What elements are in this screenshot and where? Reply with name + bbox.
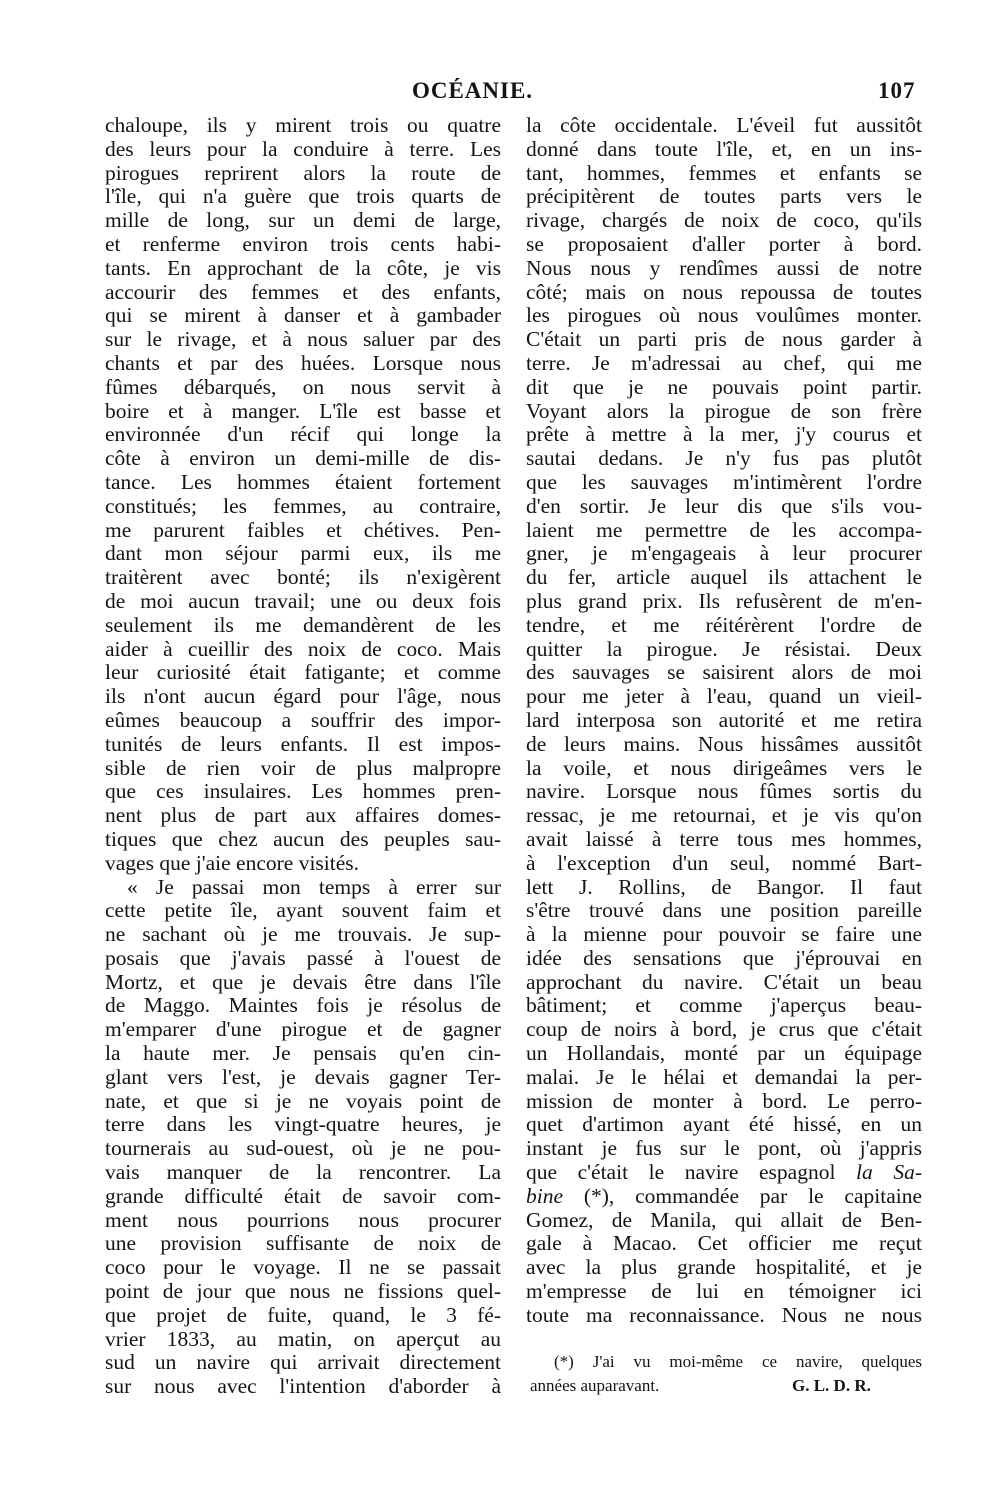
text-line: point de jour que nous ne fissions quel- (105, 1279, 501, 1304)
text-line: gale à Macao. Cet officier me reçut (526, 1231, 922, 1256)
text-line: toute ma reconnaissance. Nous ne nous (526, 1302, 922, 1327)
text-line: de moi aucun travail; une ou deux fois (105, 588, 501, 613)
text-line: « Je passai mon temps à errer sur (127, 874, 501, 899)
text-line: tiques que chez aucun des peuples sau- (105, 826, 501, 851)
text-line: à la mienne pour pouvoir se faire une (526, 922, 922, 947)
text-line: cette petite île, ayant souvent faim et (105, 898, 501, 923)
text-line: nent plus de part aux affaires domes- (105, 803, 501, 828)
text-line: environnée d'un récif qui longe la (105, 422, 501, 447)
text-line: tendre, et me réitérèrent l'ordre de (526, 612, 922, 637)
text-line: lard interposa son autorité et me retira (526, 707, 922, 732)
text-line: dant mon séjour parmi eux, ils me (105, 541, 501, 566)
text-line: Mortz, et que je devais être dans l'île (105, 969, 501, 994)
footnote-line: (*) J'ai vu moi-même ce navire, quelques (554, 1352, 922, 1371)
text-line: ressac, je me retournai, et je vis qu'on (526, 803, 922, 828)
text-line: pirogues reprirent alors la route de (105, 160, 501, 185)
text-line: m'emparer d'une pirogue et de gagner (105, 1017, 501, 1042)
text-line: sud un navire qui arrivait directement (105, 1350, 501, 1375)
footnote-text: années auparavant. (530, 1376, 660, 1395)
text-line: prête à mettre à la mer, j'y courus et (526, 422, 922, 447)
text-line: la haute mer. Je pensais qu'en cin- (105, 1041, 501, 1066)
text-line: et renferme environ trois cents habi- (105, 231, 501, 256)
text-line: ils n'ont aucun égard pour l'âge, nous (105, 684, 501, 709)
text-line: C'était un parti pris de nous garder à (526, 327, 922, 352)
text-line: s'être trouvé dans une position pareille (526, 898, 922, 923)
text-line: du fer, article auquel ils attachent le (526, 565, 922, 590)
text-line: bâtiment; et comme j'aperçus beau- (526, 993, 922, 1018)
text-line: traitèrent avec bonté; ils n'exigèrent (105, 565, 501, 590)
text-line: nate, et que si je ne voyais point de (105, 1088, 501, 1113)
text-segment: que c'était le navire espagnol (526, 1160, 857, 1185)
text-line: quitter la pirogue. Je résistai. Deux (526, 636, 922, 661)
italic-text: la Sa- (856, 1160, 922, 1185)
text-line: de Maggo. Maintes fois je résolus de (105, 993, 501, 1018)
text-line: sautai dedans. Je n'y fus pas plutôt (526, 446, 922, 471)
text-line: avec la plus grande hospitalité, et je (526, 1255, 922, 1280)
text-line: que ces insulaires. Les hommes pren- (105, 779, 501, 804)
text-line: grande difficulté était de savoir com- (105, 1183, 501, 1208)
text-line: terre. Je m'adressai au chef, qui me (526, 350, 922, 375)
text-line: vrier 1833, au matin, on aperçut au (105, 1326, 501, 1351)
right-text-column (526, 114, 922, 1328)
text-line: la voile, et nous dirigeâmes vers le (526, 755, 922, 780)
text-line: sible de rien voir de plus malpropre (105, 755, 501, 780)
text-line: les pirogues où nous voulûmes monter. (526, 303, 922, 328)
running-title: OCÉANIE. (411, 78, 534, 103)
text-line: plus grand prix. Ils refusèrent de m'en- (526, 588, 922, 613)
text-line: lett J. Rollins, de Bangor. Il faut (526, 874, 922, 899)
text-line: m'empresse de lui en témoigner ici (526, 1279, 922, 1304)
text-line: que les sauvages m'intimèrent l'ordre (526, 469, 922, 494)
text-line: me parurent faibles et chétives. Pen- (105, 517, 501, 542)
text-line: que projet de fuite, quand, le 3 fé- (105, 1302, 501, 1327)
text-line: terre dans les vingt-quatre heures, je (105, 1112, 501, 1137)
text-line: avait laissé à terre tous mes hommes, (526, 826, 922, 851)
text-line: la côte occidentale. L'éveil fut aussitôt (526, 113, 922, 137)
footnote (530, 1350, 922, 1398)
text-line: se proposaient d'aller porter à bord. (526, 231, 922, 256)
text-line: posais que j'avais passé à l'ouest de (105, 945, 501, 970)
text-line (526, 1161, 922, 1185)
text-line: pour me jeter à l'eau, quand un vieil- (526, 684, 922, 709)
text-line: seulement ils me demandèrent de les (105, 612, 501, 637)
text-line: vais manquer de la rencontrer. La (105, 1160, 501, 1185)
left-text-column (105, 114, 501, 1399)
text-line: coco pour le voyage. Il ne se passait (105, 1255, 501, 1280)
text-segment: (*), commandée par le capitaine (563, 1183, 922, 1208)
text-line: tants. En approchant de la côte, je vis (105, 255, 501, 280)
text-line: une provision suffisante de noix de (105, 1231, 501, 1256)
text-line: dit que je ne pouvais point partir. (526, 374, 922, 399)
text-line: qui se mirent à danser et à gambader (105, 303, 501, 328)
italic-text: bine (526, 1183, 564, 1208)
text-line: des leurs pour la conduire à terre. Les (105, 136, 501, 161)
text-line (526, 1185, 922, 1209)
text-line: mission de monter à bord. Le perro- (526, 1088, 922, 1113)
text-line: boire et à manger. L'île est basse et (105, 398, 501, 423)
text-line: navire. Lorsque nous fûmes sortis du (526, 779, 922, 804)
text-line: approchant du navire. C'était un beau (526, 969, 922, 994)
text-line: instant je fus sur le pont, où j'appris (526, 1136, 922, 1161)
text-line: précipitèrent de toutes parts vers le (526, 184, 922, 209)
text-line: gner, je m'engageais à leur procurer (526, 541, 922, 566)
text-line: tournerais au sud-ouest, où je ne pou- (105, 1136, 501, 1161)
text-line: vages que j'aie encore visités. (105, 850, 360, 875)
text-line: glant vers l'est, je devais gagner Ter- (105, 1064, 501, 1089)
text-line: tance. Les hommes étaient fortement (105, 469, 501, 494)
text-line: laient me permettre de les accompa- (526, 517, 922, 542)
text-line: coup de noirs à bord, je crus que c'était (526, 1017, 922, 1042)
text-line: sur le rivage, et à nous saluer par des (105, 327, 501, 352)
text-line: accourir des femmes et des enfants, (105, 279, 501, 304)
text-line: eûmes beaucoup a souffrir des impor- (105, 707, 501, 732)
text-line: mille de long, sur un demi de large, (105, 208, 501, 233)
text-line: fûmes débarqués, on nous servit à (105, 374, 501, 399)
text-line: des sauvages se saisirent alors de moi (526, 660, 922, 685)
text-line: idée des sensations que j'éprouvai en (526, 945, 922, 970)
text-line: ment nous pourrions nous procurer (105, 1207, 501, 1232)
text-line: tant, hommes, femmes et enfants se (526, 160, 922, 185)
text-line: quet d'artimon ayant été hissé, en un (526, 1112, 922, 1137)
text-line: à l'exception d'un seul, nommé Bart- (526, 850, 922, 875)
footnote-line (530, 1374, 922, 1398)
text-line: d'en sortir. Je leur dis que s'ils vou- (526, 493, 922, 518)
text-line: un Hollandais, monté par un équipage (526, 1041, 922, 1066)
text-line: chants et par des huées. Lorsque nous (105, 350, 501, 375)
text-line: l'île, qui n'a guère que trois quarts de (105, 184, 501, 209)
text-line: ne sachant où je me trouvais. Je sup- (105, 922, 501, 947)
text-line: donné dans toute l'île, et, en un ins- (526, 136, 922, 161)
text-line: Nous nous y rendîmes aussi de notre (526, 255, 922, 280)
text-line: tunités de leurs enfants. Il est impos- (105, 731, 501, 756)
text-line: côté; mais on nous repoussa de toutes (526, 279, 922, 304)
text-line: de leurs mains. Nous hissâmes aussitôt (526, 731, 922, 756)
text-line: chaloupe, ils y mirent trois ou quatre (105, 113, 501, 137)
text-line: constitués; les femmes, au contraire, (105, 493, 501, 518)
text-line: rivage, chargés de noix de coco, qu'ils (526, 208, 922, 233)
text-line: côte à environ un demi-mille de dis- (105, 446, 501, 471)
text-line: Gomez, de Manila, qui allait de Ben- (526, 1207, 922, 1232)
text-line: aider à cueillir des noix de coco. Mais (105, 636, 501, 661)
text-line: Voyant alors la pirogue de son frère (526, 398, 922, 423)
text-line: malai. Je le hélai et demandai la per- (526, 1064, 922, 1089)
text-line: leur curiosité était fatigante; et comme (105, 660, 501, 685)
page-number: 107 (878, 78, 916, 103)
footnote-signature: G. L. D. R. (792, 1376, 871, 1395)
text-line: sur nous avec l'intention d'aborder à (105, 1374, 501, 1399)
